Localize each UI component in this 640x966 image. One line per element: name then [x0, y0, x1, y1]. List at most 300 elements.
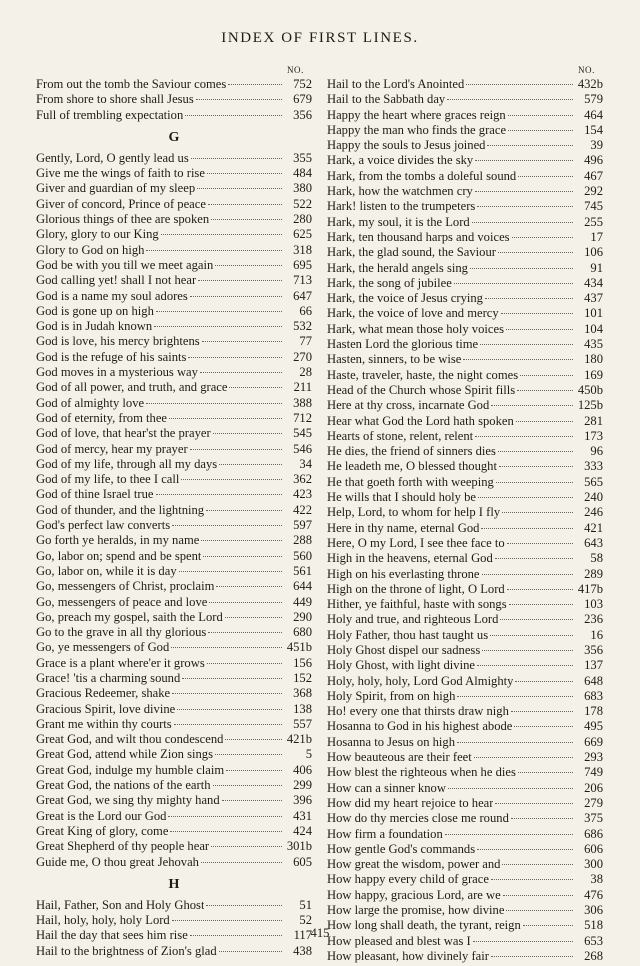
index-entry [36, 289, 312, 304]
dot-leader [208, 204, 282, 205]
first-line-text: How did my heart rejoice to hear [327, 795, 494, 810]
index-entry [36, 151, 312, 166]
dot-leader [216, 586, 282, 587]
first-line-text: God is love, his mercy brightens [36, 334, 200, 349]
hymn-number: 306 [584, 903, 603, 918]
first-line-text: How happy every child of grace [327, 872, 489, 887]
dot-leader [517, 390, 573, 391]
index-entry [327, 597, 603, 612]
index-entry [327, 949, 603, 964]
hymn-number: 625 [293, 227, 312, 242]
first-line-text: Head of the Church whose Spirit fills [327, 382, 516, 397]
hymn-number: 281 [584, 413, 603, 428]
hymn-number: 356 [584, 642, 603, 657]
first-line-text: High on the throne of light, O Lord [327, 581, 505, 596]
first-line-text: Hark, what mean those holy voices [327, 321, 504, 336]
index-entry [327, 628, 603, 643]
hymn-number: 211 [293, 380, 312, 395]
index-entry [36, 686, 312, 701]
hymn-number: 606 [584, 841, 603, 856]
dot-leader [201, 540, 282, 541]
index-entry [327, 643, 603, 658]
hymn-number: 169 [584, 367, 603, 382]
dot-leader [208, 632, 282, 633]
dot-leader [211, 219, 282, 220]
index-entry [36, 92, 312, 107]
first-line-text: Hark, how the watchmen cry [327, 184, 473, 199]
first-line-text: God is in Judah known [36, 319, 153, 334]
first-line-text: Gracious Redeemer, shake [36, 686, 171, 701]
first-line-text: God of almighty love [36, 395, 145, 410]
page-title: INDEX OF FIRST LINES. [221, 30, 419, 46]
dot-leader [500, 619, 573, 620]
hymn-number: 680 [293, 625, 312, 640]
index-entry [36, 227, 312, 242]
dot-leader [478, 497, 573, 498]
first-line-text: God of love, that hear'st the prayer [36, 426, 211, 441]
index-entry [36, 319, 312, 334]
hymn-number: 643 [584, 535, 603, 550]
entries-right [327, 77, 603, 964]
index-entry [327, 368, 603, 383]
dot-leader [477, 665, 573, 666]
index-entry [36, 108, 312, 123]
number-column-label: NO. [286, 65, 304, 75]
index-entry [327, 551, 603, 566]
index-entry [327, 765, 603, 780]
first-line-text: Hark, the voice of Jesus crying [327, 291, 483, 306]
index-entry [36, 732, 312, 747]
first-line-text: Go, labor on, while it is day [36, 563, 177, 578]
first-line-text: Go, labor on; spend and be spent [36, 548, 202, 563]
hymn-number: 38 [590, 872, 603, 887]
first-line-text: Go, ye messengers of God [36, 640, 170, 655]
index-entry [327, 337, 603, 352]
index-entry [327, 306, 603, 321]
hymn-number: 375 [584, 811, 603, 826]
first-line-text: Hail to the Lord's Anointed [327, 77, 465, 91]
index-entry [327, 261, 603, 276]
first-line-text: Gently, Lord, O gently lead us [36, 150, 189, 165]
dot-leader [179, 571, 282, 572]
dot-leader [213, 433, 282, 434]
first-line-text: Hark, a voice divides the sky [327, 153, 474, 168]
dot-leader [182, 678, 282, 679]
first-line-text: Holy and true, and righteous Lord [327, 612, 499, 627]
hymn-number: 300 [584, 857, 603, 872]
entries-top [36, 77, 312, 123]
index-entry [36, 640, 312, 655]
first-line-text: Great Shepherd of thy people hear [36, 839, 210, 854]
index-column-right [327, 63, 603, 964]
hymn-number: 103 [584, 597, 603, 612]
hymn-number: 496 [584, 153, 603, 168]
dot-leader [520, 375, 573, 376]
first-line-text: Holy Ghost dispel our sadness [327, 642, 481, 657]
index-entry [36, 944, 312, 959]
hymn-number: 605 [293, 854, 312, 869]
hymn-number: 180 [584, 352, 603, 367]
dot-leader [207, 663, 282, 664]
index-entry [36, 503, 312, 518]
section-heading-h: H [168, 876, 180, 892]
hymn-number: 451b [286, 640, 312, 655]
dot-leader [228, 84, 282, 85]
hymn-number: 152 [293, 670, 312, 685]
dot-leader [161, 234, 282, 235]
dot-leader [482, 650, 573, 651]
index-entry [327, 674, 603, 689]
index-entry [327, 505, 603, 520]
index-entry [327, 215, 603, 230]
dot-leader [463, 359, 573, 360]
index-entry [36, 212, 312, 227]
hymn-number: 388 [293, 395, 312, 410]
dot-leader [447, 99, 573, 100]
dot-leader [156, 494, 282, 495]
first-line-text: Haste, traveler, haste, the night comes [327, 367, 519, 382]
index-entry [327, 872, 603, 887]
first-line-text: Hark, my soul, it is the Lord [327, 214, 470, 229]
dot-leader [477, 206, 573, 207]
first-line-text: Here in thy name, eternal God [327, 520, 480, 535]
first-line-text: How great the wisdom, power and [327, 857, 501, 872]
dot-leader [457, 696, 573, 697]
hymn-number: 268 [584, 948, 603, 963]
index-entry [36, 839, 312, 854]
first-line-text: From shore to shore shall Jesus [36, 92, 194, 107]
hymn-number: 434 [584, 275, 603, 290]
number-column-label: NO. [577, 65, 595, 75]
first-line-text: Gracious Spirit, love divine [36, 701, 176, 716]
dot-leader [499, 466, 573, 467]
dot-leader [191, 158, 282, 159]
hymn-number: 421 [584, 520, 603, 535]
hymn-number: 104 [584, 321, 603, 336]
first-line-text: God is gone up on high [36, 303, 154, 318]
hymn-number: 66 [299, 303, 312, 318]
first-line-text: Go, messengers of peace and love [36, 594, 208, 609]
hymn-number: 16 [590, 627, 603, 642]
dot-leader [496, 482, 573, 483]
dot-leader [491, 956, 573, 957]
first-line-text: Hail, holy, holy, holy Lord [36, 913, 170, 928]
first-line-text: God of my life, to thee I call [36, 472, 180, 487]
first-line-text: Great God, we sing thy mighty hand [36, 793, 220, 808]
dot-leader [506, 329, 573, 330]
first-line-text: God of all power, and truth, and grace [36, 380, 228, 395]
first-line-text: Go, messengers of Christ, proclaim [36, 579, 215, 594]
index-entry [36, 181, 312, 196]
index-entry [327, 245, 603, 260]
first-line-text: Hear what God the Lord hath spoken [327, 413, 514, 428]
index-entry [327, 169, 603, 184]
hymn-number: 449 [293, 594, 312, 609]
first-line-text: Holy Father, thou hast taught us [327, 627, 489, 642]
hymn-number: 752 [293, 77, 312, 91]
first-line-text: Hosanna to God in his highest abode [327, 719, 513, 734]
dot-leader [477, 849, 573, 850]
dot-leader [516, 421, 573, 422]
hymn-number: 178 [584, 704, 603, 719]
first-line-text: God is a name my soul adores [36, 288, 188, 303]
hymn-number: 368 [293, 686, 312, 701]
hymn-number: 173 [584, 428, 603, 443]
first-line-text: Hark, the voice of love and mercy [327, 306, 499, 321]
first-line-text: Glory to God on high [36, 242, 145, 257]
hymn-number: 299 [293, 778, 312, 793]
dot-leader [219, 951, 282, 952]
hymn-number: 546 [293, 441, 312, 456]
hymn-number: 206 [584, 780, 603, 795]
dot-leader [472, 222, 573, 223]
first-line-text: Hark! listen to the trumpeters [327, 199, 476, 214]
hymn-number: 279 [584, 795, 603, 810]
index-entry [36, 77, 312, 92]
hymn-number: 138 [293, 701, 312, 716]
hymn-number: 246 [584, 505, 603, 520]
hymn-number: 96 [590, 444, 603, 459]
dot-leader [190, 449, 282, 450]
first-line-text: Happy the heart where graces reign [327, 107, 506, 122]
dot-leader [213, 785, 282, 786]
dot-leader [470, 268, 573, 269]
first-line-text: How pleasant, how divinely fair [327, 948, 489, 963]
hymn-number: 712 [293, 410, 312, 425]
dot-leader [156, 311, 282, 312]
dot-leader [448, 788, 573, 789]
hymn-number: 749 [584, 765, 603, 780]
dot-leader [511, 818, 573, 819]
first-line-text: How gentle God's commands [327, 841, 476, 856]
first-line-text: Holy, holy, holy, Lord God Almighty [327, 673, 514, 688]
dot-leader [501, 313, 573, 314]
first-line-text: Happy the souls to Jesus joined [327, 138, 486, 153]
dot-leader [495, 558, 573, 559]
hymn-number: 333 [584, 459, 603, 474]
first-line-text: Hither, ye faithful, haste with songs [327, 597, 507, 612]
hymn-number: 669 [584, 734, 603, 749]
dot-leader [474, 757, 573, 758]
hymn-number: 318 [293, 242, 312, 257]
index-entry [36, 258, 312, 273]
dot-leader [169, 418, 282, 419]
hymn-number: 52 [299, 913, 312, 928]
dot-leader [168, 816, 282, 817]
dot-leader [512, 237, 573, 238]
first-line-text: God calling yet! shall I not hear [36, 273, 197, 288]
dot-leader [171, 647, 282, 648]
index-entry [327, 444, 603, 459]
index-entry [36, 380, 312, 395]
index-entry [36, 243, 312, 258]
first-line-text: Hosanna to Jesus on high [327, 734, 456, 749]
dot-leader [503, 895, 573, 896]
hymn-number: 464 [584, 107, 603, 122]
first-line-text: Help, Lord, to whom for help I fly [327, 505, 501, 520]
hymn-number: 713 [293, 273, 312, 288]
first-line-text: Go, preach my gospel, saith the Lord [36, 609, 223, 624]
index-entry [36, 702, 312, 717]
hymn-number: 745 [584, 199, 603, 214]
dot-leader [482, 574, 574, 575]
first-line-text: Happy the man who finds the grace [327, 122, 507, 137]
hymn-number: 270 [293, 349, 312, 364]
first-line-text: God of my life, through all my days [36, 456, 218, 471]
hymn-number: 597 [293, 518, 312, 533]
index-entry [327, 567, 603, 582]
dot-leader [514, 726, 573, 727]
hymn-number: 255 [584, 214, 603, 229]
hymn-number: 438 [293, 943, 312, 958]
first-line-text: Hail, Father, Son and Holy Ghost [36, 897, 205, 912]
first-line-text: How beauteous are their feet [327, 750, 472, 765]
first-line-text: He leadeth me, O blessed thought [327, 459, 497, 474]
index-entry [36, 610, 312, 625]
dot-leader [509, 604, 573, 605]
hymn-number: 417b [577, 581, 603, 596]
dot-leader [445, 834, 573, 835]
index-entry [327, 429, 603, 444]
first-line-text: Great is the Lord our God [36, 808, 167, 823]
dot-leader [222, 800, 282, 801]
index-entry [36, 533, 312, 548]
first-line-text: God is the refuge of his saints [36, 349, 187, 364]
index-entry [36, 442, 312, 457]
hymn-number: 5 [305, 747, 312, 762]
index-entry [327, 582, 603, 597]
index-entry [36, 793, 312, 808]
dot-leader [172, 693, 282, 694]
dot-leader [508, 115, 573, 116]
first-line-text: Hearts of stone, relent, relent [327, 428, 474, 443]
index-entry [327, 490, 603, 505]
hymn-number: 91 [590, 260, 603, 275]
index-entry [36, 763, 312, 778]
dot-leader [485, 298, 573, 299]
hymn-number: 579 [584, 92, 603, 107]
first-line-text: Great King of glory, come [36, 823, 169, 838]
index-entry [327, 658, 603, 673]
index-entry [36, 717, 312, 732]
first-line-text: God's perfect law converts [36, 518, 171, 533]
index-entry [327, 811, 603, 826]
hymn-number: 653 [584, 933, 603, 948]
hymn-number: 301b [286, 839, 312, 854]
dot-leader [491, 879, 573, 880]
first-line-text: He dies, the friend of sinners dies [327, 444, 496, 459]
index-entry [327, 521, 603, 536]
first-line-text: Hark, the glad sound, the Saviour [327, 245, 496, 260]
first-line-text: Hail to the brightness of Zion's glad [36, 943, 217, 958]
hymn-number: 484 [293, 166, 312, 181]
dot-leader [207, 173, 282, 174]
dot-leader [507, 589, 573, 590]
index-entry [36, 671, 312, 686]
hymn-number: 288 [293, 533, 312, 548]
dot-leader [457, 742, 573, 743]
dot-leader [172, 920, 282, 921]
index-entry [36, 625, 312, 640]
hymn-number: 695 [293, 257, 312, 272]
dot-leader [498, 451, 573, 452]
dot-leader [202, 341, 282, 342]
hymn-number: 647 [293, 288, 312, 303]
first-line-text: Great God, the nations of the earth [36, 778, 211, 793]
index-entry [36, 426, 312, 441]
index-entry [36, 487, 312, 502]
first-line-text: Holy Ghost, with light divine [327, 658, 475, 673]
first-line-text: Hark, the herald angels sing [327, 260, 468, 275]
dot-leader [491, 405, 573, 406]
index-entry [36, 350, 312, 365]
dot-leader [154, 326, 282, 327]
first-line-text: God of thine Israel true [36, 487, 154, 502]
hymn-number: 644 [293, 579, 312, 594]
first-line-text: Hasten Lord the glorious time [327, 337, 479, 352]
index-entry [36, 273, 312, 288]
first-line-text: Hail to the Sabbath day [327, 92, 446, 107]
index-entry [36, 579, 312, 594]
dot-leader [495, 803, 573, 804]
section-heading-g: G [168, 129, 180, 145]
entries-g [36, 151, 312, 870]
index-entry [327, 123, 603, 138]
index-entry [36, 457, 312, 472]
first-line-text: How pleased and blest was I [327, 933, 471, 948]
index-entry [36, 334, 312, 349]
index-entry [327, 704, 603, 719]
hymn-number: 679 [293, 92, 312, 107]
first-line-text: God of eternity, from thee [36, 410, 168, 425]
first-line-text: Give me the wings of faith to rise [36, 166, 205, 181]
hymn-number: 396 [293, 793, 312, 808]
dot-leader [209, 602, 282, 603]
dot-leader [215, 265, 282, 266]
index-entry [327, 322, 603, 337]
hymn-number: 362 [293, 472, 312, 487]
dot-leader [198, 280, 282, 281]
dot-leader [507, 543, 573, 544]
first-line-text: Full of trembling expectation [36, 107, 184, 122]
index-entry [36, 595, 312, 610]
dot-leader [172, 525, 282, 526]
index-entry [327, 750, 603, 765]
first-line-text: God be with you till we meet again [36, 257, 214, 272]
hymn-number: 424 [293, 823, 312, 838]
index-entry [36, 656, 312, 671]
hymn-number: 421b [286, 732, 312, 747]
dot-leader [225, 617, 282, 618]
index-entry [327, 276, 603, 291]
hymn-number: 557 [293, 716, 312, 731]
dot-leader [518, 772, 573, 773]
dot-leader [454, 283, 573, 284]
hymn-number: 476 [584, 887, 603, 902]
index-entry [327, 138, 603, 153]
index-entry [327, 796, 603, 811]
first-line-text: How can a sinner know [327, 780, 446, 795]
first-line-text: God of mercy, hear my prayer [36, 441, 188, 456]
index-entry [327, 842, 603, 857]
dot-leader [518, 176, 573, 177]
first-line-text: How long shall death, the tyrant, reign [327, 918, 521, 933]
hymn-number: 406 [293, 762, 312, 777]
dot-leader [185, 115, 282, 116]
index-entry [36, 166, 312, 181]
dot-leader [225, 739, 282, 740]
dot-leader [196, 99, 282, 100]
